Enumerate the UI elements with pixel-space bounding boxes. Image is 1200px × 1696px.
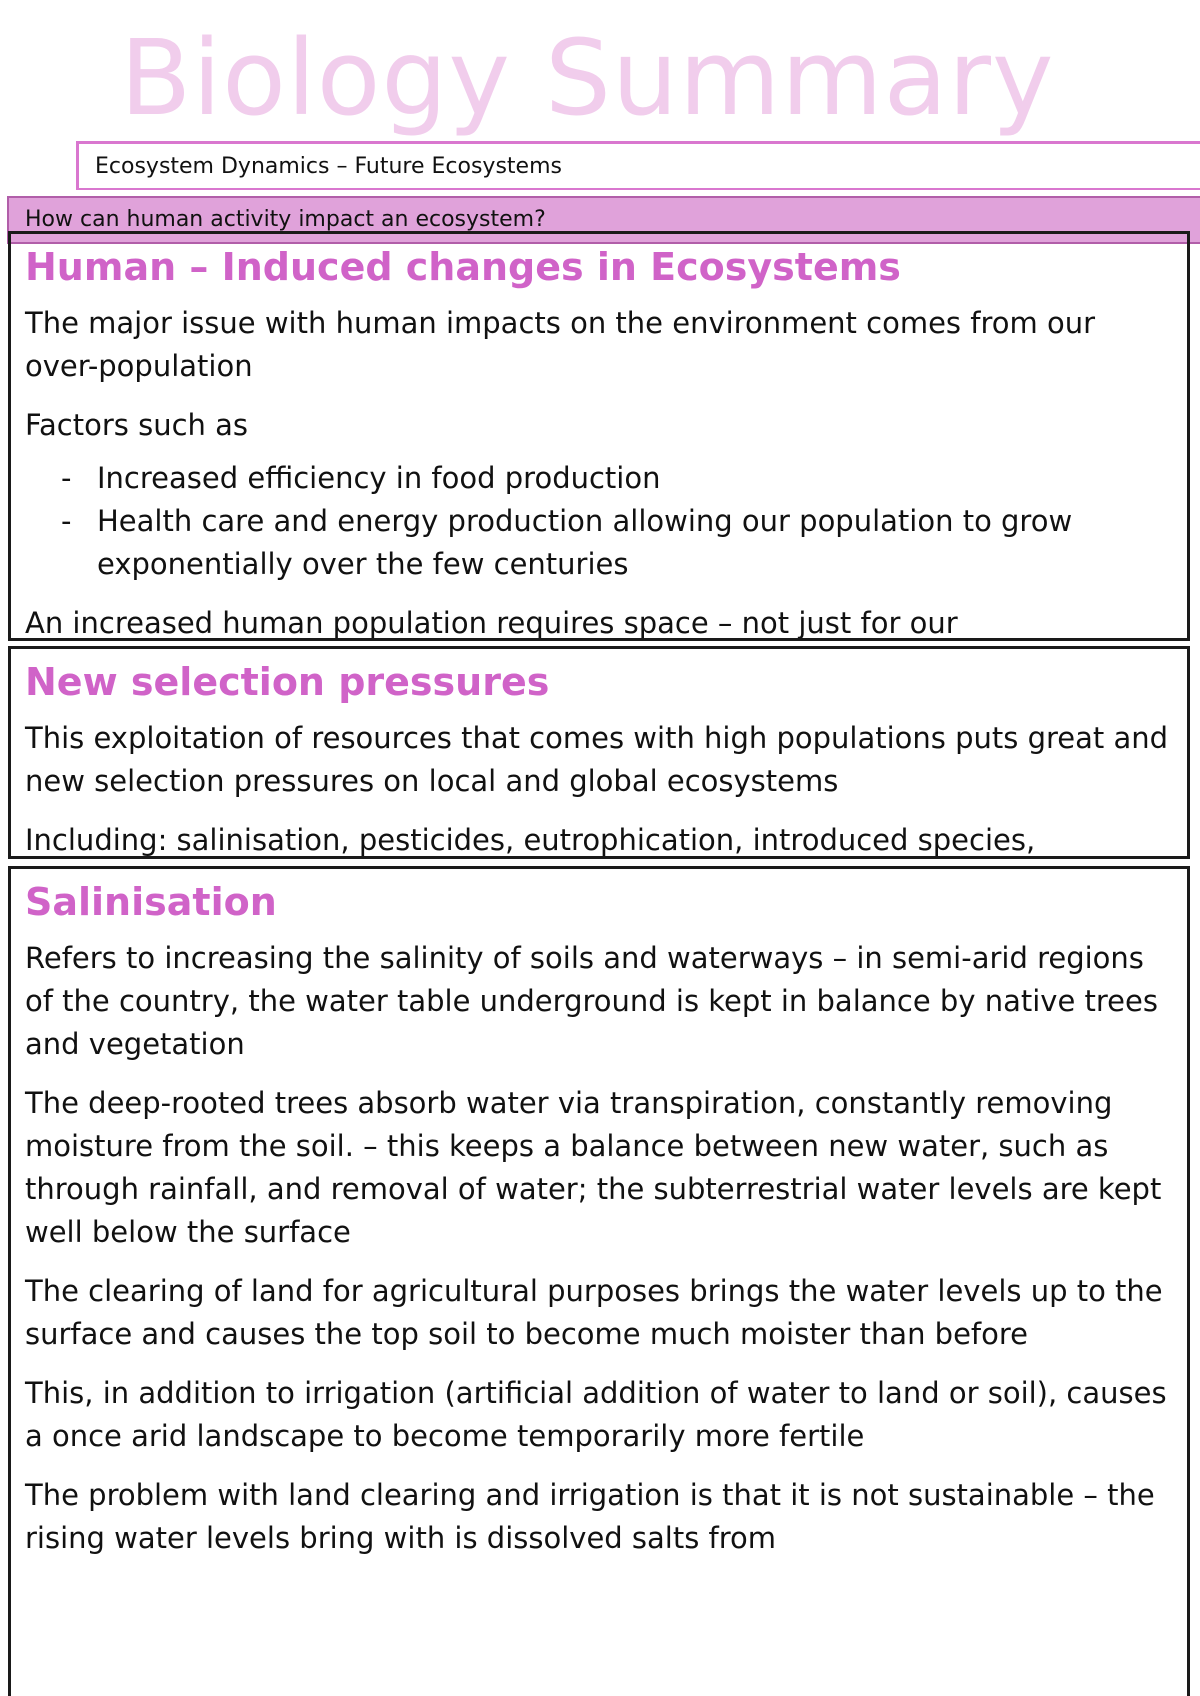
paragraph: An increased human population requires space – not just for our — [25, 606, 958, 640]
paragraph: Refers to increasing the salinity of soils and waterways – in semi-arid regions of the country, the water table underground is kept in balance by native trees and vegetation — [25, 941, 1158, 1061]
key-question-bar: How can human activity impact an ecosystem? — [7, 196, 1200, 244]
list-item-text: Increased efficiency in food production — [97, 461, 661, 495]
paragraph: The deep-rooted trees absorb water via transpiration, constantly removing moisture from the soil. – this keeps a balance between new water, such as through rainfall, and removal of water; the subterrestrial water levels are kept well below the surface — [25, 1086, 1162, 1249]
paragraph: The problem with land clearing and irrigation is that it is not sustainable – the rising water levels bring with is dissolved salts from — [25, 1478, 1155, 1555]
section-heading: Salinisation — [25, 880, 277, 924]
list-item: - Increased efficiency in food production — [61, 461, 661, 495]
section-human-induced-changes — [8, 231, 1190, 641]
list-item: - Health care and energy production allowing our population to grow exponentially over the few centuries — [61, 504, 1073, 581]
paragraph: This, in addition to irrigation (artificial addition of water to land or soil), causes a once arid landscape to become temporarily more fertile — [25, 1376, 1167, 1453]
paragraph: Including: salinisation, pesticides, eutrophication, introduced species, — [25, 823, 1036, 857]
paragraph: The clearing of land for agricultural purposes brings the water levels up to the surface and causes the top soil to become much moister than before — [25, 1274, 1163, 1351]
section-heading: Human – Induced changes in Ecosystems — [25, 245, 901, 289]
factor-list — [25, 457, 1173, 586]
section-salinisation — [8, 866, 1190, 1696]
section-heading: New selection pressures — [25, 660, 550, 704]
section-new-selection-pressures — [8, 646, 1190, 859]
topic-heading: Ecosystem Dynamics – Future Ecosystems — [76, 144, 1200, 190]
paragraph: This exploitation of resources that comes with high populations puts great and new selection pressures on local and global ecosystems — [25, 721, 1169, 798]
paragraph: The major issue with human impacts on the environment comes from our over-population — [25, 306, 1095, 383]
document-title: Biology Summary — [120, 17, 1055, 139]
paragraph: Factors such as — [25, 408, 249, 442]
list-item-text: Health care and energy production allowing our population to grow exponentially over the few centuries — [97, 504, 1073, 581]
